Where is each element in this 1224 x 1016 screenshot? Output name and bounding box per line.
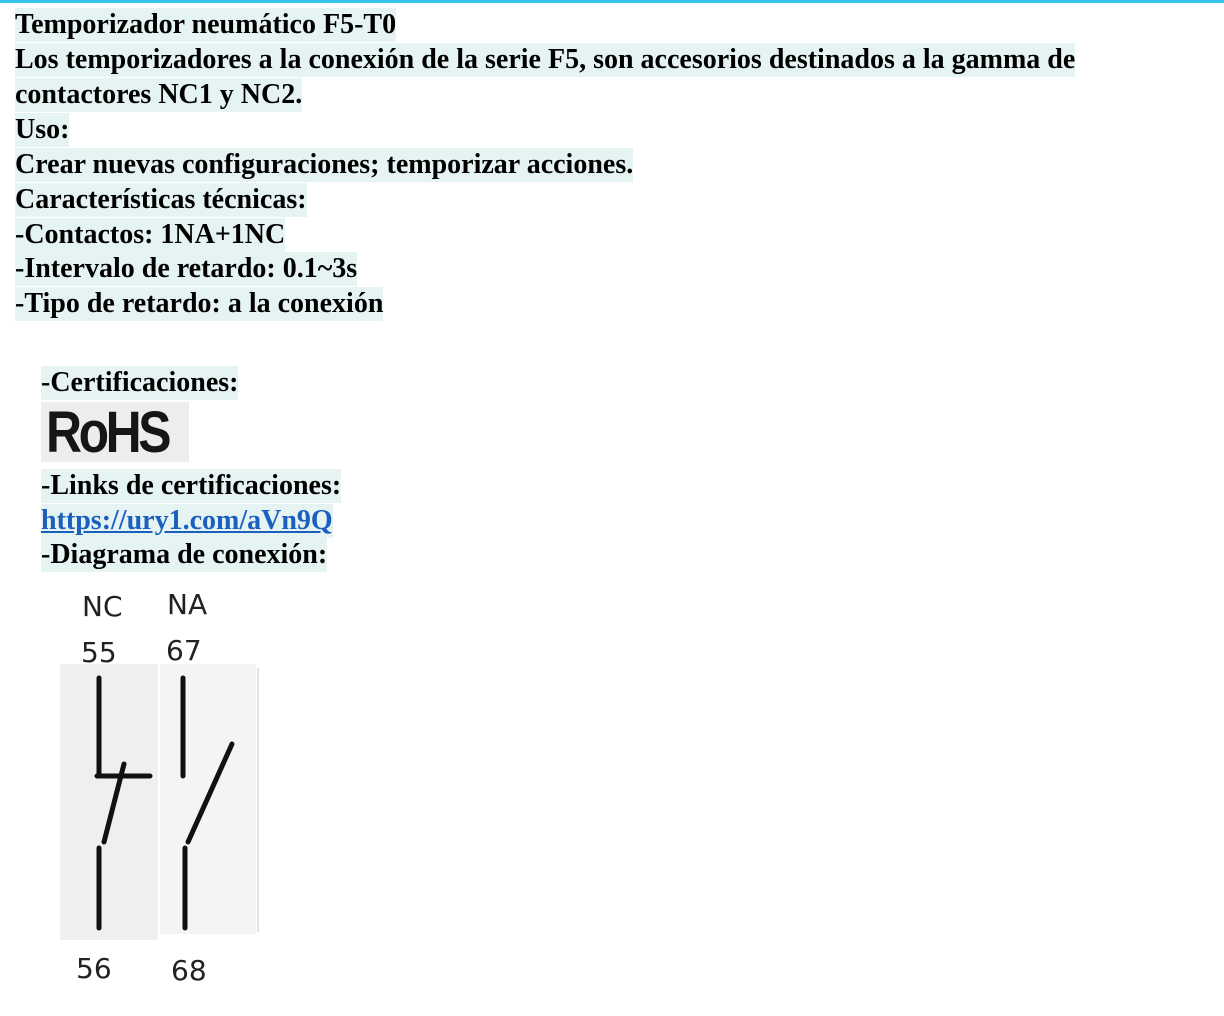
certification-link[interactable]: https://ury1.com/aVn9Q — [41, 505, 333, 536]
rohs-logo-text: RoHS — [46, 400, 169, 465]
uso-text: Crear nuevas configuraciones; temporizar acciones. — [15, 149, 634, 180]
description-line-1: Los temporizadores a la conexión de la serie F5, son accesorios destinados a la gamma de — [15, 44, 1076, 75]
spec-tipo-retardo: -Tipo de retardo: a la conexión — [15, 288, 384, 319]
connection-diagram — [0, 580, 300, 1016]
na-bottom-terminal: 68 — [171, 954, 207, 987]
certification-link-wrapper[interactable] — [41, 504, 333, 538]
na-top-terminal: 67 — [166, 634, 202, 667]
rohs-logo — [41, 400, 189, 465]
top-rule — [0, 0, 1224, 3]
nc-label: NC — [82, 590, 123, 623]
certificaciones-heading: -Certificaciones: — [41, 367, 239, 398]
nc-bottom-terminal: 56 — [76, 952, 112, 985]
links-heading: -Links de certificaciones: — [41, 470, 342, 501]
diagram-heading: -Diagrama de conexión: — [41, 539, 328, 570]
nc-top-terminal: 55 — [81, 636, 117, 669]
na-label: NA — [167, 588, 208, 621]
specs-heading: Características técnicas: — [15, 184, 307, 215]
diagram-nc-background — [60, 664, 158, 940]
description-line-2: contactores NC1 y NC2. — [15, 79, 303, 110]
document-title: Temporizador neumático F5-T0 — [15, 9, 397, 40]
spec-intervalo: -Intervalo de retardo: 0.1~3s — [15, 253, 358, 284]
spec-contactos: -Contactos: 1NA+1NC — [15, 219, 286, 250]
uso-label: Uso: — [15, 114, 70, 145]
